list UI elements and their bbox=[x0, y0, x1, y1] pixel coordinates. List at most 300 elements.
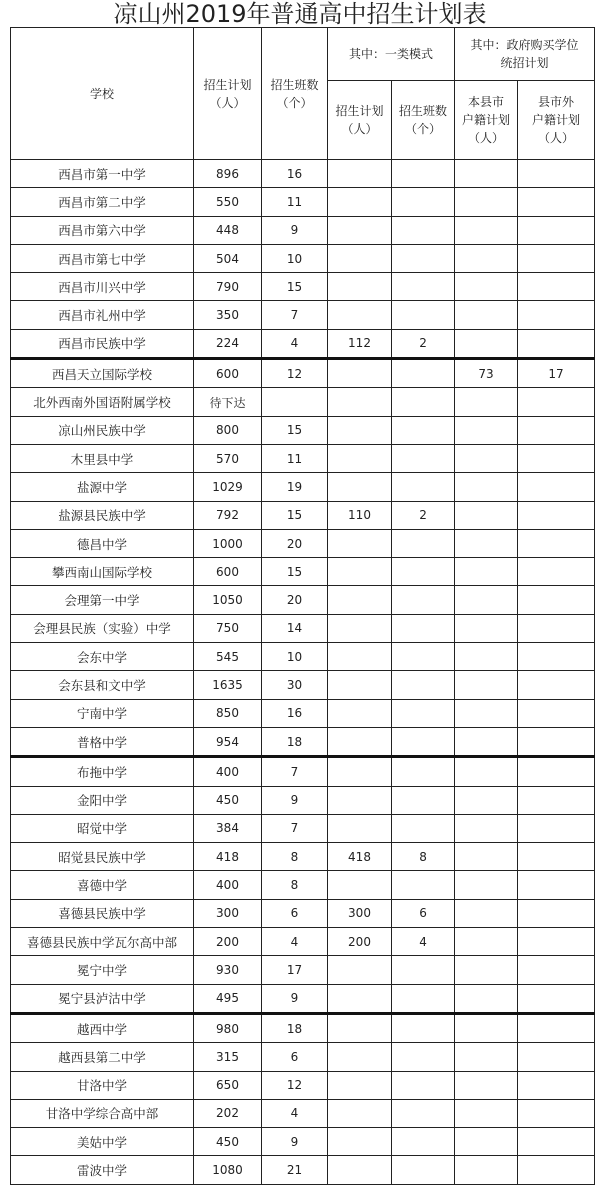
header-b-local bbox=[455, 81, 518, 160]
cell-a-plan bbox=[328, 643, 392, 671]
cell-a-plan bbox=[328, 473, 392, 501]
cell-classes: 9 bbox=[262, 984, 328, 1013]
header-a-plan bbox=[328, 81, 392, 160]
cell-school: 喜德中学 bbox=[11, 871, 194, 899]
cell-plan: 350 bbox=[194, 301, 262, 329]
header-classes-line: 招生班数 bbox=[270, 77, 319, 92]
cell-b-local: 73 bbox=[455, 359, 518, 388]
cell-classes: 15 bbox=[262, 501, 328, 529]
cell-a-plan bbox=[328, 614, 392, 642]
cell-school: 昭觉县民族中学 bbox=[11, 843, 194, 871]
cell-b-outside bbox=[518, 558, 595, 586]
cell-b-outside bbox=[518, 643, 595, 671]
cell-classes: 18 bbox=[262, 1013, 328, 1042]
cell-b-local bbox=[455, 188, 518, 216]
cell-b-outside bbox=[518, 1013, 595, 1042]
cell-a-classes bbox=[392, 1043, 455, 1071]
header-b-outside-line: 县市外 bbox=[538, 95, 575, 109]
cell-b-outside bbox=[518, 416, 595, 444]
cell-plan: 202 bbox=[194, 1099, 262, 1127]
cell-a-classes: 2 bbox=[392, 329, 455, 358]
table-row bbox=[11, 671, 595, 699]
cell-school: 甘洛中学综合高中部 bbox=[11, 1099, 194, 1127]
cell-b-local bbox=[455, 1156, 518, 1184]
enrollment-plan-table bbox=[10, 27, 595, 1185]
cell-b-local bbox=[455, 699, 518, 727]
cell-classes: 4 bbox=[262, 329, 328, 358]
cell-a-classes bbox=[392, 614, 455, 642]
cell-a-plan bbox=[328, 529, 392, 557]
cell-classes: 19 bbox=[262, 473, 328, 501]
cell-b-outside bbox=[518, 188, 595, 216]
header-row-top bbox=[11, 28, 595, 81]
cell-b-outside bbox=[518, 1128, 595, 1156]
header-b-local-line: 户籍计划 bbox=[462, 113, 511, 127]
table-row bbox=[11, 899, 595, 927]
header-school-label: 学校 bbox=[89, 86, 114, 101]
cell-plan: 待下达 bbox=[194, 388, 262, 416]
cell-a-classes bbox=[392, 956, 455, 984]
table-row bbox=[11, 501, 595, 529]
table-row bbox=[11, 558, 595, 586]
cell-b-outside bbox=[518, 1043, 595, 1071]
cell-b-outside bbox=[518, 501, 595, 529]
cell-b-local bbox=[455, 558, 518, 586]
cell-a-plan: 300 bbox=[328, 899, 392, 927]
cell-plan: 315 bbox=[194, 1043, 262, 1071]
cell-a-plan bbox=[328, 1156, 392, 1184]
cell-school: 昭觉中学 bbox=[11, 814, 194, 842]
cell-b-outside bbox=[518, 871, 595, 899]
cell-a-classes bbox=[392, 473, 455, 501]
cell-a-classes bbox=[392, 643, 455, 671]
cell-plan: 545 bbox=[194, 643, 262, 671]
cell-b-local bbox=[455, 301, 518, 329]
cell-school: 北外西南外国语附属学校 bbox=[11, 388, 194, 416]
cell-a-classes bbox=[392, 1071, 455, 1099]
cell-a-classes bbox=[392, 727, 455, 756]
table-row bbox=[11, 843, 595, 871]
cell-a-plan bbox=[328, 1013, 392, 1042]
cell-school: 喜德县民族中学 bbox=[11, 899, 194, 927]
cell-a-plan bbox=[328, 1043, 392, 1071]
cell-school: 雷波中学 bbox=[11, 1156, 194, 1184]
cell-b-outside bbox=[518, 956, 595, 984]
cell-a-plan bbox=[328, 416, 392, 444]
header-group-a bbox=[328, 28, 455, 81]
cell-classes: 20 bbox=[262, 586, 328, 614]
cell-b-outside bbox=[518, 1156, 595, 1184]
cell-a-plan bbox=[328, 586, 392, 614]
cell-school: 西昌市第七中学 bbox=[11, 244, 194, 272]
cell-b-local bbox=[455, 614, 518, 642]
cell-b-outside bbox=[518, 529, 595, 557]
cell-classes: 12 bbox=[262, 1071, 328, 1099]
table-row bbox=[11, 388, 595, 416]
cell-b-outside bbox=[518, 160, 595, 188]
cell-b-local bbox=[455, 501, 518, 529]
cell-b-outside bbox=[518, 699, 595, 727]
table-body bbox=[11, 160, 595, 1185]
cell-plan: 550 bbox=[194, 188, 262, 216]
header-group-b-line: 统招计划 bbox=[500, 56, 549, 70]
cell-a-classes bbox=[392, 984, 455, 1013]
header-plan-line: 招生计划 bbox=[203, 77, 252, 92]
cell-b-outside bbox=[518, 614, 595, 642]
table-row bbox=[11, 329, 595, 358]
cell-plan: 896 bbox=[194, 160, 262, 188]
cell-a-plan: 110 bbox=[328, 501, 392, 529]
cell-plan: 800 bbox=[194, 416, 262, 444]
header-classes-unit: （个） bbox=[276, 95, 313, 110]
cell-a-classes bbox=[392, 416, 455, 444]
cell-a-classes bbox=[392, 160, 455, 188]
table-row bbox=[11, 1043, 595, 1071]
cell-school: 越西县第二中学 bbox=[11, 1043, 194, 1071]
cell-b-local bbox=[455, 871, 518, 899]
cell-a-classes bbox=[392, 1156, 455, 1184]
cell-plan: 400 bbox=[194, 871, 262, 899]
cell-plan: 650 bbox=[194, 1071, 262, 1099]
cell-b-outside bbox=[518, 273, 595, 301]
cell-b-outside bbox=[518, 899, 595, 927]
cell-b-outside bbox=[518, 984, 595, 1013]
cell-a-classes bbox=[392, 188, 455, 216]
cell-school: 布拖中学 bbox=[11, 757, 194, 786]
cell-school: 金阳中学 bbox=[11, 786, 194, 814]
cell-school: 盐源中学 bbox=[11, 473, 194, 501]
cell-plan: 1635 bbox=[194, 671, 262, 699]
cell-classes: 9 bbox=[262, 1128, 328, 1156]
cell-b-outside bbox=[518, 928, 595, 956]
cell-b-local bbox=[455, 416, 518, 444]
cell-classes: 7 bbox=[262, 814, 328, 842]
cell-b-outside bbox=[518, 727, 595, 756]
cell-classes: 30 bbox=[262, 671, 328, 699]
cell-b-local bbox=[455, 529, 518, 557]
cell-plan: 495 bbox=[194, 984, 262, 1013]
cell-b-outside bbox=[518, 757, 595, 786]
table-row bbox=[11, 216, 595, 244]
cell-b-local bbox=[455, 473, 518, 501]
cell-b-outside: 17 bbox=[518, 359, 595, 388]
cell-b-local bbox=[455, 786, 518, 814]
cell-plan: 954 bbox=[194, 727, 262, 756]
cell-a-classes bbox=[392, 1128, 455, 1156]
cell-b-local bbox=[455, 444, 518, 472]
cell-school: 普格中学 bbox=[11, 727, 194, 756]
cell-classes: 21 bbox=[262, 1156, 328, 1184]
cell-school: 攀西南山国际学校 bbox=[11, 558, 194, 586]
table-row bbox=[11, 1013, 595, 1042]
table-row bbox=[11, 786, 595, 814]
table-row bbox=[11, 1099, 595, 1127]
cell-classes: 16 bbox=[262, 699, 328, 727]
table-row bbox=[11, 1128, 595, 1156]
cell-classes: 8 bbox=[262, 843, 328, 871]
cell-plan: 448 bbox=[194, 216, 262, 244]
table-row bbox=[11, 928, 595, 956]
table-row bbox=[11, 529, 595, 557]
cell-school: 西昌市第二中学 bbox=[11, 188, 194, 216]
table-row bbox=[11, 871, 595, 899]
cell-a-plan bbox=[328, 216, 392, 244]
cell-b-outside bbox=[518, 1071, 595, 1099]
header-school bbox=[11, 28, 194, 160]
cell-a-plan bbox=[328, 1071, 392, 1099]
cell-school: 西昌市礼州中学 bbox=[11, 301, 194, 329]
table-row bbox=[11, 614, 595, 642]
header-classes bbox=[262, 28, 328, 160]
cell-plan: 850 bbox=[194, 699, 262, 727]
cell-a-plan bbox=[328, 1128, 392, 1156]
header-group-b bbox=[455, 28, 595, 81]
cell-a-plan bbox=[328, 699, 392, 727]
table-row bbox=[11, 301, 595, 329]
cell-classes: 11 bbox=[262, 188, 328, 216]
cell-b-outside bbox=[518, 244, 595, 272]
cell-b-local bbox=[455, 1071, 518, 1099]
header-plan-unit: （人） bbox=[209, 95, 246, 110]
cell-school: 西昌市第六中学 bbox=[11, 216, 194, 244]
cell-school: 盐源县民族中学 bbox=[11, 501, 194, 529]
header-a-plan-unit: （人） bbox=[341, 122, 378, 136]
cell-plan: 1050 bbox=[194, 586, 262, 614]
table-row bbox=[11, 444, 595, 472]
cell-classes: 9 bbox=[262, 786, 328, 814]
header-a-classes-unit: （个） bbox=[405, 122, 442, 136]
cell-b-local bbox=[455, 814, 518, 842]
cell-school: 越西中学 bbox=[11, 1013, 194, 1042]
cell-a-plan: 112 bbox=[328, 329, 392, 358]
cell-b-local bbox=[455, 984, 518, 1013]
table-row bbox=[11, 814, 595, 842]
cell-a-classes bbox=[392, 444, 455, 472]
cell-classes: 6 bbox=[262, 1043, 328, 1071]
cell-b-local bbox=[455, 329, 518, 358]
cell-b-local bbox=[455, 1043, 518, 1071]
cell-plan: 224 bbox=[194, 329, 262, 358]
cell-b-local bbox=[455, 1099, 518, 1127]
table-row bbox=[11, 416, 595, 444]
cell-plan: 300 bbox=[194, 899, 262, 927]
cell-b-local bbox=[455, 899, 518, 927]
cell-a-classes bbox=[392, 1013, 455, 1042]
table-row bbox=[11, 359, 595, 388]
cell-b-local bbox=[455, 671, 518, 699]
cell-b-outside bbox=[518, 329, 595, 358]
header-group-b-line: 其中：政府购买学位 bbox=[470, 38, 579, 52]
cell-a-plan bbox=[328, 671, 392, 699]
cell-classes: 4 bbox=[262, 1099, 328, 1127]
cell-b-local bbox=[455, 1128, 518, 1156]
cell-a-plan bbox=[328, 359, 392, 388]
cell-plan: 1029 bbox=[194, 473, 262, 501]
cell-school: 会东中学 bbox=[11, 643, 194, 671]
page-title: 凉山州2019年普通高中招生计划表 bbox=[113, 0, 487, 28]
cell-classes: 8 bbox=[262, 871, 328, 899]
cell-school: 会理县民族（实验）中学 bbox=[11, 614, 194, 642]
cell-a-plan bbox=[328, 301, 392, 329]
cell-a-classes bbox=[392, 814, 455, 842]
cell-plan: 400 bbox=[194, 757, 262, 786]
table-row bbox=[11, 586, 595, 614]
cell-plan: 418 bbox=[194, 843, 262, 871]
cell-a-plan bbox=[328, 786, 392, 814]
cell-plan: 450 bbox=[194, 1128, 262, 1156]
cell-a-classes bbox=[392, 529, 455, 557]
cell-plan: 930 bbox=[194, 956, 262, 984]
table-row bbox=[11, 956, 595, 984]
cell-plan: 600 bbox=[194, 558, 262, 586]
cell-b-local bbox=[455, 244, 518, 272]
cell-a-plan bbox=[328, 757, 392, 786]
cell-a-classes bbox=[392, 244, 455, 272]
table-row bbox=[11, 244, 595, 272]
cell-plan: 504 bbox=[194, 244, 262, 272]
cell-b-outside bbox=[518, 586, 595, 614]
cell-school: 德昌中学 bbox=[11, 529, 194, 557]
table-row bbox=[11, 273, 595, 301]
cell-a-classes bbox=[392, 558, 455, 586]
cell-plan: 1080 bbox=[194, 1156, 262, 1184]
cell-classes: 10 bbox=[262, 244, 328, 272]
cell-school: 西昌天立国际学校 bbox=[11, 359, 194, 388]
cell-plan: 750 bbox=[194, 614, 262, 642]
cell-a-plan bbox=[328, 871, 392, 899]
cell-school: 会理第一中学 bbox=[11, 586, 194, 614]
header-a-plan-line: 招生计划 bbox=[335, 104, 384, 118]
cell-a-plan bbox=[328, 814, 392, 842]
cell-b-outside bbox=[518, 814, 595, 842]
cell-a-classes bbox=[392, 871, 455, 899]
header-b-outside-unit: （人） bbox=[538, 131, 575, 145]
cell-plan: 600 bbox=[194, 359, 262, 388]
table-row bbox=[11, 1156, 595, 1184]
cell-a-plan bbox=[328, 388, 392, 416]
cell-a-plan bbox=[328, 244, 392, 272]
cell-plan: 980 bbox=[194, 1013, 262, 1042]
cell-b-local bbox=[455, 928, 518, 956]
table-row bbox=[11, 757, 595, 786]
cell-a-classes: 6 bbox=[392, 899, 455, 927]
cell-plan: 1000 bbox=[194, 529, 262, 557]
cell-b-local bbox=[455, 843, 518, 871]
cell-a-classes bbox=[392, 586, 455, 614]
header-group-a-label: 其中：一类模式 bbox=[349, 47, 434, 61]
cell-a-plan bbox=[328, 160, 392, 188]
cell-a-plan bbox=[328, 956, 392, 984]
cell-a-classes bbox=[392, 273, 455, 301]
cell-classes: 15 bbox=[262, 273, 328, 301]
cell-b-outside bbox=[518, 473, 595, 501]
cell-classes: 14 bbox=[262, 614, 328, 642]
cell-b-local bbox=[455, 956, 518, 984]
cell-a-plan bbox=[328, 727, 392, 756]
cell-b-outside bbox=[518, 216, 595, 244]
header-a-classes bbox=[392, 81, 455, 160]
cell-classes: 11 bbox=[262, 444, 328, 472]
cell-b-local bbox=[455, 586, 518, 614]
cell-a-classes bbox=[392, 671, 455, 699]
cell-classes: 20 bbox=[262, 529, 328, 557]
cell-classes: 6 bbox=[262, 899, 328, 927]
cell-classes bbox=[262, 388, 328, 416]
header-b-outside-line: 户籍计划 bbox=[532, 113, 581, 127]
cell-classes: 12 bbox=[262, 359, 328, 388]
cell-plan: 384 bbox=[194, 814, 262, 842]
cell-plan: 792 bbox=[194, 501, 262, 529]
header-plan bbox=[194, 28, 262, 160]
cell-a-classes bbox=[392, 1099, 455, 1127]
cell-school: 喜德县民族中学瓦尔高中部 bbox=[11, 928, 194, 956]
cell-a-classes bbox=[392, 216, 455, 244]
cell-b-local bbox=[455, 216, 518, 244]
cell-school: 西昌市第一中学 bbox=[11, 160, 194, 188]
cell-classes: 15 bbox=[262, 416, 328, 444]
cell-school: 冕宁中学 bbox=[11, 956, 194, 984]
cell-b-outside bbox=[518, 843, 595, 871]
cell-b-local bbox=[455, 727, 518, 756]
cell-a-plan bbox=[328, 558, 392, 586]
cell-b-local bbox=[455, 160, 518, 188]
cell-a-plan bbox=[328, 1099, 392, 1127]
cell-plan: 570 bbox=[194, 444, 262, 472]
cell-school: 西昌市民族中学 bbox=[11, 329, 194, 358]
table-row bbox=[11, 984, 595, 1013]
cell-school: 木里县中学 bbox=[11, 444, 194, 472]
cell-a-plan bbox=[328, 984, 392, 1013]
header-b-local-line: 本县市 bbox=[468, 95, 505, 109]
cell-b-outside bbox=[518, 786, 595, 814]
cell-a-plan: 418 bbox=[328, 843, 392, 871]
cell-plan: 790 bbox=[194, 273, 262, 301]
header-b-outside bbox=[518, 81, 595, 160]
cell-a-classes: 4 bbox=[392, 928, 455, 956]
cell-classes: 9 bbox=[262, 216, 328, 244]
cell-plan: 200 bbox=[194, 928, 262, 956]
cell-a-classes bbox=[392, 786, 455, 814]
cell-school: 会东县和文中学 bbox=[11, 671, 194, 699]
table-row bbox=[11, 699, 595, 727]
cell-plan: 450 bbox=[194, 786, 262, 814]
table-row bbox=[11, 1071, 595, 1099]
cell-school: 凉山州民族中学 bbox=[11, 416, 194, 444]
table-row bbox=[11, 188, 595, 216]
table-row bbox=[11, 643, 595, 671]
cell-b-local bbox=[455, 1013, 518, 1042]
header-a-classes-line: 招生班数 bbox=[399, 104, 448, 118]
cell-b-outside bbox=[518, 388, 595, 416]
cell-a-classes: 2 bbox=[392, 501, 455, 529]
cell-a-plan bbox=[328, 273, 392, 301]
header-b-local-unit: （人） bbox=[468, 131, 505, 145]
cell-b-local bbox=[455, 643, 518, 671]
cell-b-outside bbox=[518, 671, 595, 699]
table-row bbox=[11, 473, 595, 501]
cell-classes: 10 bbox=[262, 643, 328, 671]
cell-a-classes bbox=[392, 359, 455, 388]
cell-classes: 7 bbox=[262, 301, 328, 329]
cell-b-local bbox=[455, 757, 518, 786]
cell-classes: 18 bbox=[262, 727, 328, 756]
cell-school: 宁南中学 bbox=[11, 699, 194, 727]
cell-a-classes: 8 bbox=[392, 843, 455, 871]
cell-a-plan bbox=[328, 444, 392, 472]
cell-a-classes bbox=[392, 699, 455, 727]
cell-a-classes bbox=[392, 301, 455, 329]
cell-b-local bbox=[455, 388, 518, 416]
